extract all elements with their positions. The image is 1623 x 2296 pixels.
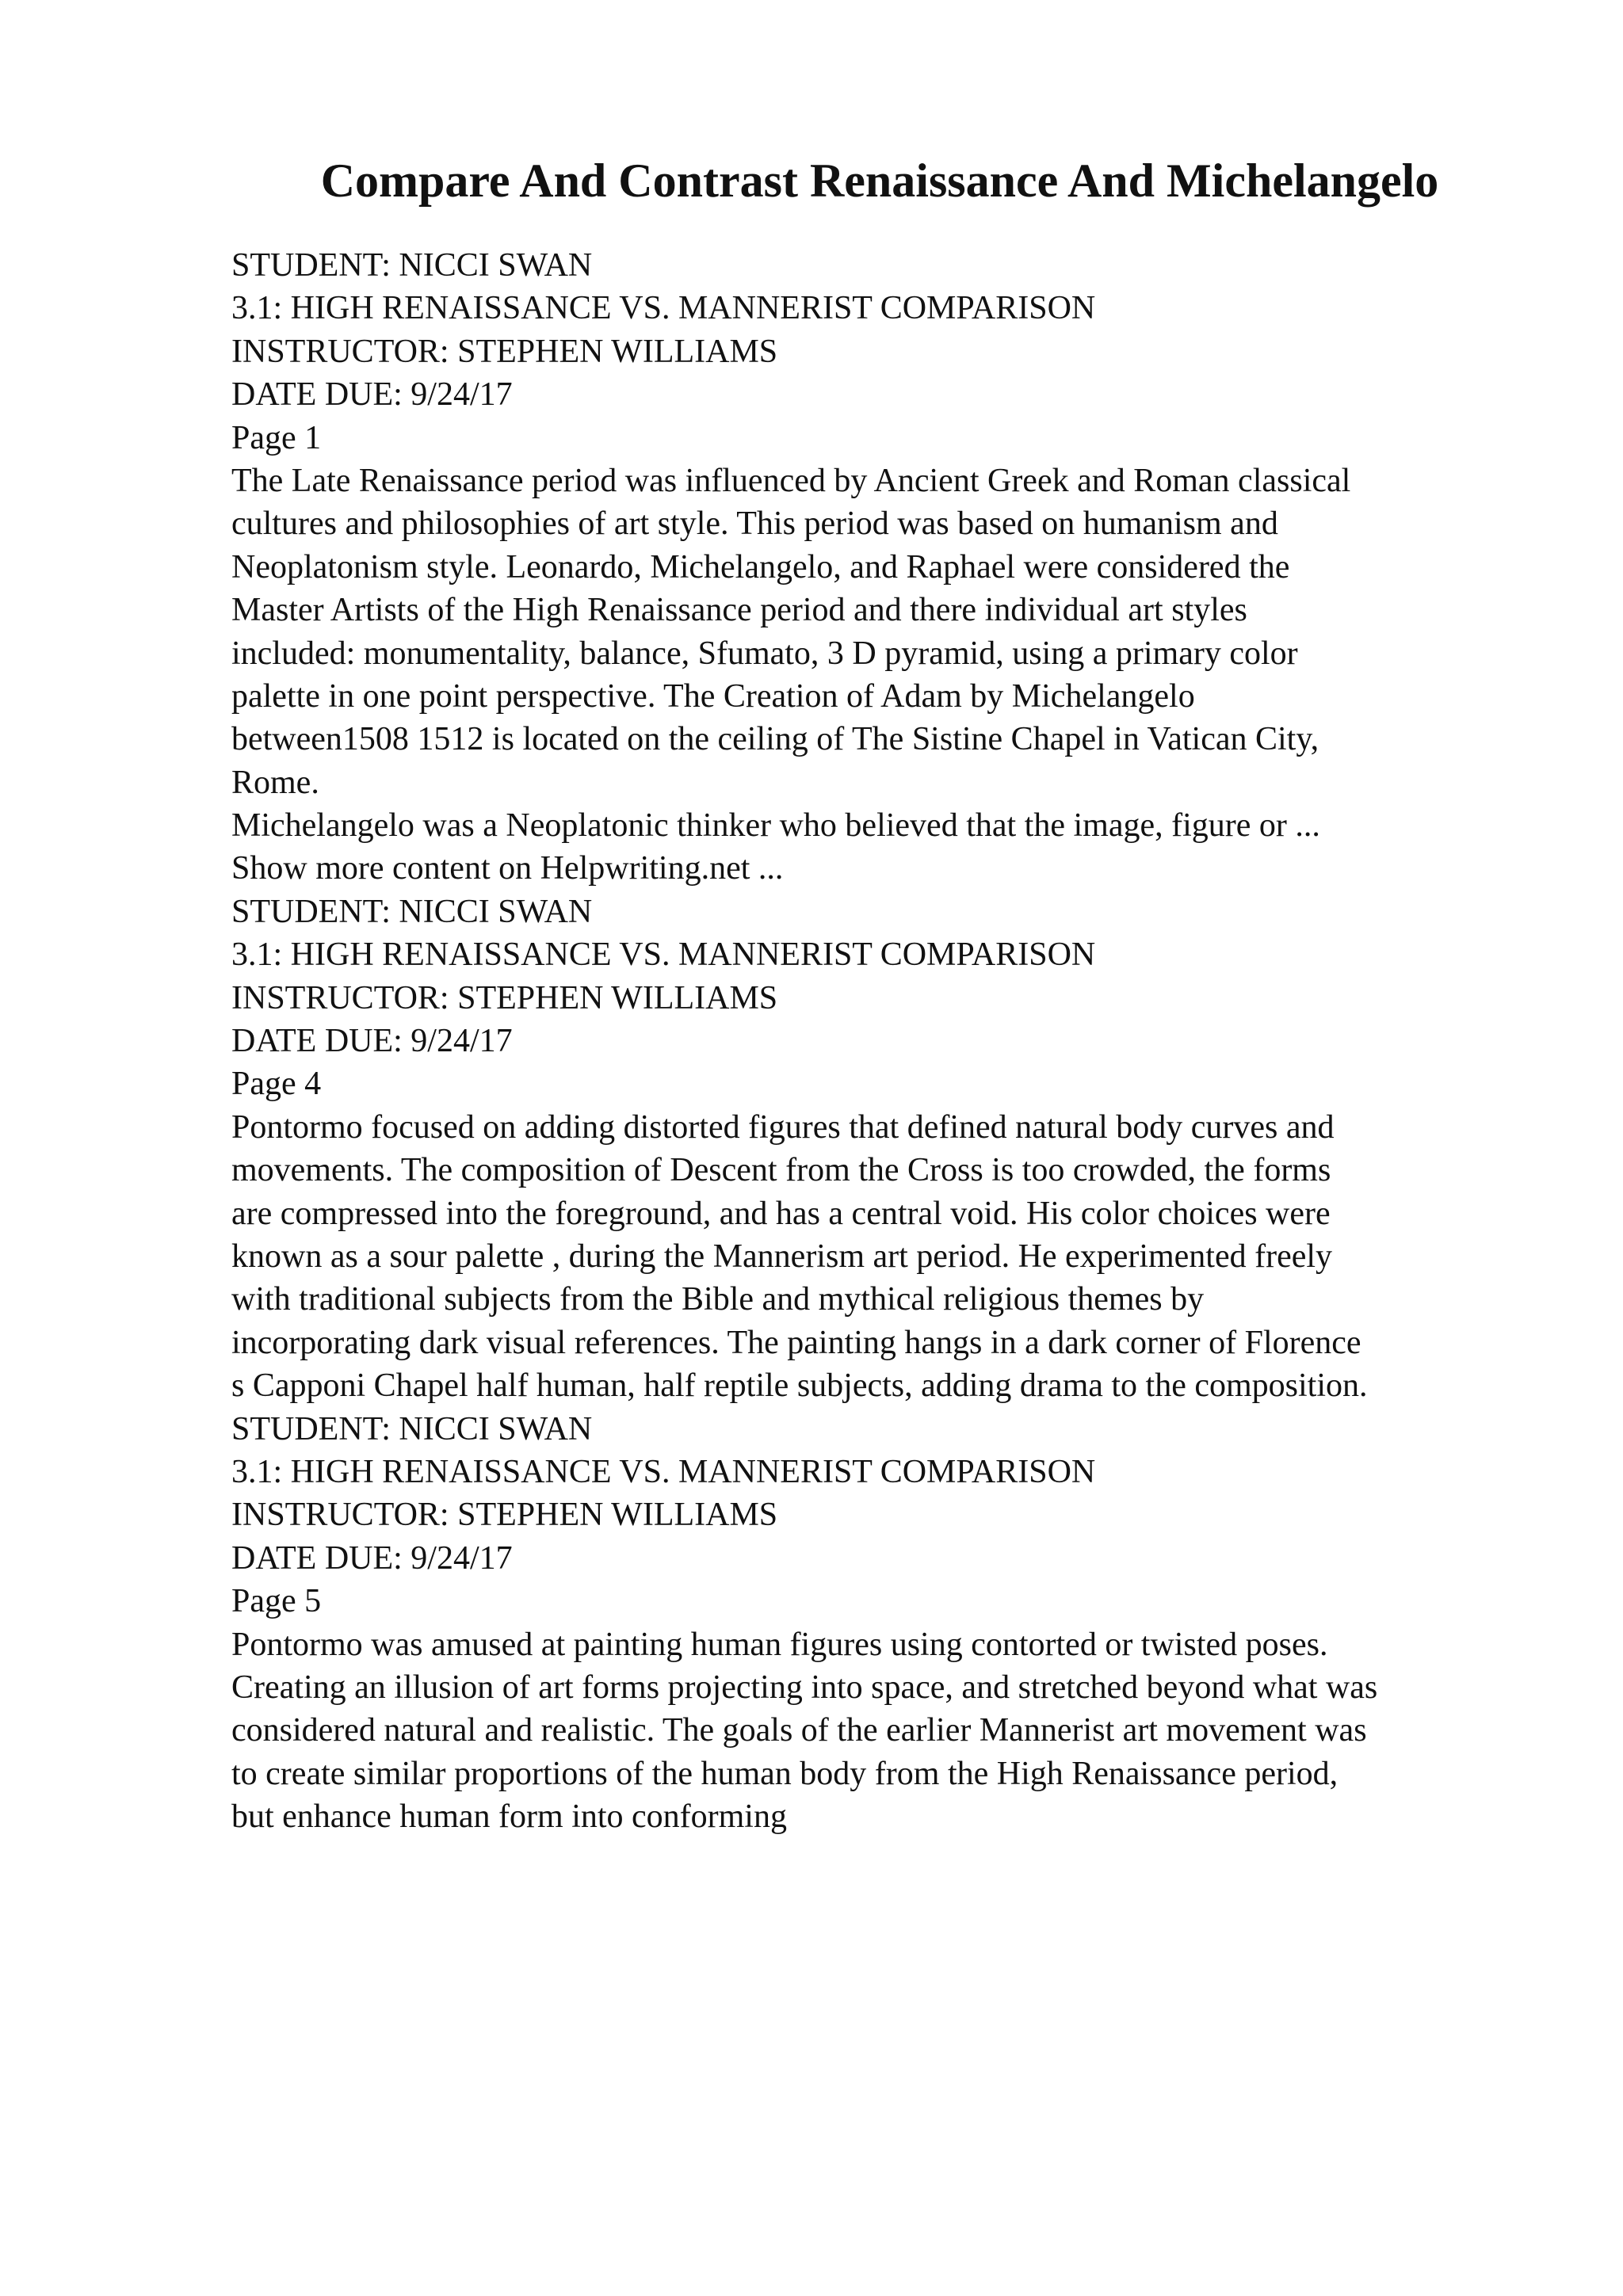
text-line: Creating an illusion of art forms projecting into space, and stretched beyond what was: [231, 1669, 1378, 1706]
show-more-link[interactable]: Show more content on Helpwriting.net ...: [231, 850, 784, 887]
document-title: Compare And Contrast Renaissance And Michelangelo: [320, 154, 1439, 207]
text-line: Neoplatonism style. Leonardo, Michelangelo, and Raphael were considered the: [231, 548, 1290, 585]
text-line: The Late Renaissance period was influenced by Ancient Greek and Roman classical: [231, 462, 1351, 499]
text-line: considered natural and realistic. The goals of the earlier Mannerist art movement was: [231, 1712, 1367, 1749]
text-line: are compressed into the foreground, and has a central void. His color choices were: [231, 1195, 1331, 1232]
text-line: with traditional subjects from the Bible and mythical religious themes by: [231, 1281, 1205, 1318]
text-line: DATE DUE: 9/24/17: [231, 1539, 513, 1577]
text-line: included: monumentality, balance, Sfumato, 3 D pyramid, using a primary color: [231, 635, 1298, 672]
text-line: Master Artists of the High Renaissance period and there individual art styles: [231, 592, 1247, 629]
text-line: INSTRUCTOR: STEPHEN WILLIAMS: [231, 979, 778, 1016]
document-body: [231, 244, 1594, 1838]
text-line: palette in one point perspective. The Creation of Adam by Michelangelo: [231, 677, 1195, 715]
text-line: cultures and philosophies of art style. This period was based on humanism and: [231, 505, 1278, 543]
text-line: 3.1: HIGH RENAISSANCE VS. MANNERIST COMPARISON: [231, 1453, 1096, 1490]
text-line: STUDENT: NICCI SWAN: [231, 247, 593, 284]
text-line: Page 1: [231, 419, 322, 456]
text-line: 3.1: HIGH RENAISSANCE VS. MANNERIST COMPARISON: [231, 936, 1096, 974]
text-line: Rome.: [231, 764, 319, 801]
text-line: Pontormo was amused at painting human figures using contorted or twisted poses.: [231, 1626, 1328, 1663]
text-line: Page 5: [231, 1583, 322, 1620]
text-line: INSTRUCTOR: STEPHEN WILLIAMS: [231, 333, 778, 370]
text-line: but enhance human form into conforming: [231, 1798, 787, 1836]
text-line: s Capponi Chapel half human, half reptile subjects, adding drama to the composition.: [231, 1367, 1368, 1405]
text-line: Page 4: [231, 1066, 322, 1103]
text-line: to create similar proportions of the human body from the High Renaissance period,: [231, 1755, 1338, 1792]
text-line: DATE DUE: 9/24/17: [231, 1023, 513, 1060]
text-line: 3.1: HIGH RENAISSANCE VS. MANNERIST COMPARISON: [231, 290, 1096, 327]
text-line: incorporating dark visual references. The painting hangs in a dark corner of Florence: [231, 1324, 1361, 1361]
text-line: between1508 1512 is located on the ceiling of The Sistine Chapel in Vatican City,: [231, 721, 1319, 758]
text-line: STUDENT: NICCI SWAN: [231, 893, 593, 930]
text-line: known as a sour palette , during the Mannerism art period. He experimented freely: [231, 1238, 1333, 1275]
text-line: Michelangelo was a Neoplatonic thinker who believed that the image, figure or ...: [231, 807, 1320, 845]
text-line: STUDENT: NICCI SWAN: [231, 1410, 593, 1447]
text-line: movements. The composition of Descent from the Cross is too crowded, the forms: [231, 1152, 1331, 1189]
text-line: Pontormo focused on adding distorted figures that defined natural body curves and: [231, 1108, 1335, 1146]
text-line: DATE DUE: 9/24/17: [231, 376, 513, 414]
text-line: INSTRUCTOR: STEPHEN WILLIAMS: [231, 1497, 778, 1534]
